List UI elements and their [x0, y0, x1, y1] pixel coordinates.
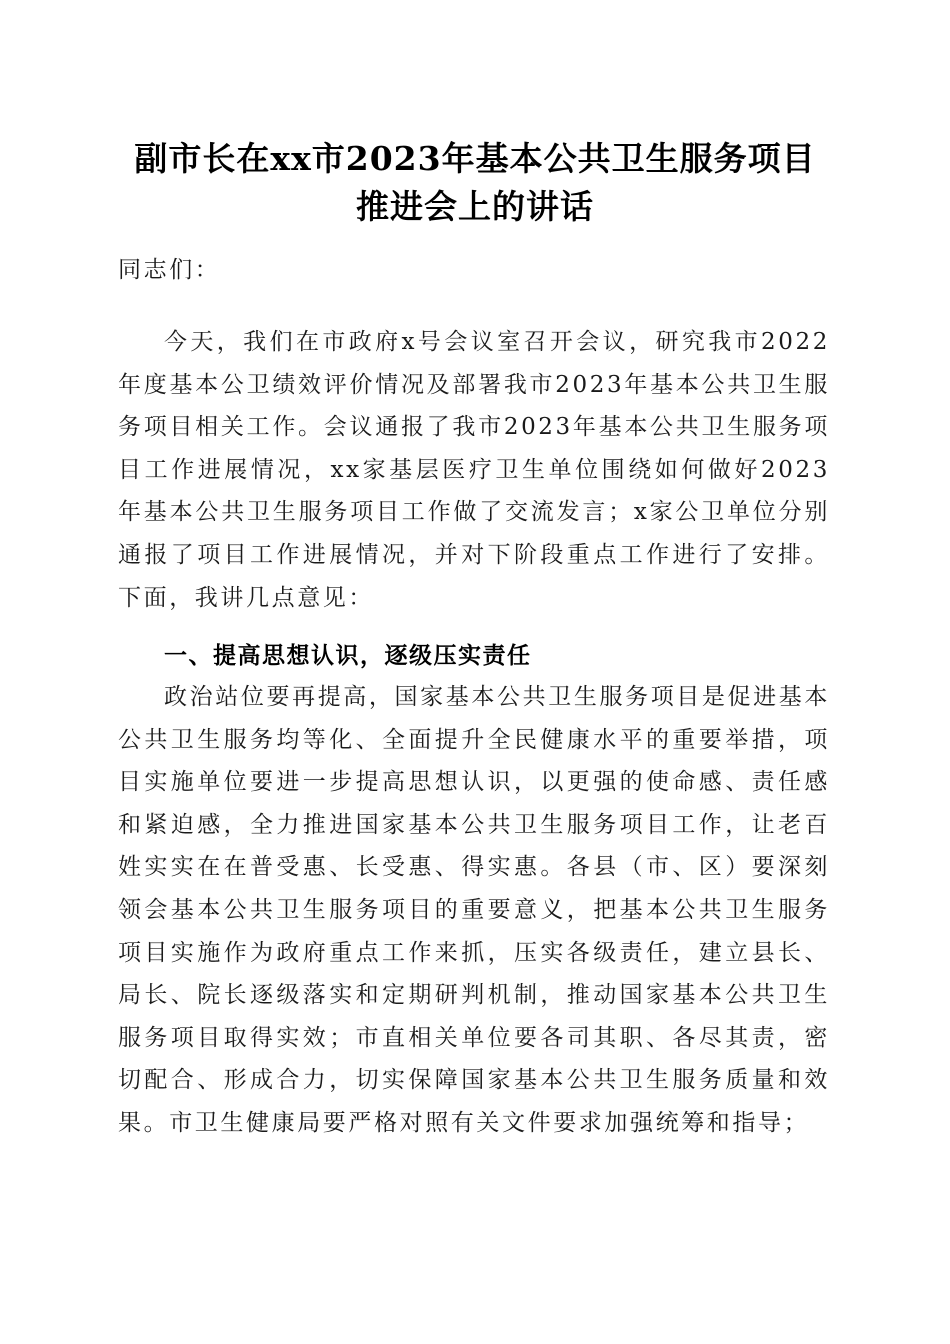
document-title-line-1: 副市长在xx市2023年基本公共卫生服务项目: [134, 139, 816, 178]
section-heading-1: 一、提高思想认识，逐级压实责任: [164, 643, 532, 669]
salutation: 同志们：: [118, 257, 221, 283]
document-title-line-2: 推进会上的讲话: [356, 187, 594, 226]
section-1-paragraph: 政治站位要再提高，国家基本公共卫生服务项目是促进基本公共卫生服务均等化、全面提升全民健康水平的重要举措，项目实施单位要进一步提高思想认识，以更强的使命感、责任感和紧迫感，全力推进国家基本公共卫生服务项目工作，让老百姓实实在在普受惠、长受惠、得实惠。各县（市、区）要深刻领会基本公共卫生服务项目的重要意义，把基本公共卫生服务项目实施作为政府重点工作来抓，压实各级责任，建立县长、局长、院长逐级落实和定期研判机制，推动国家基本公共卫生服务项目取得实效；市直相关单位要各司其职、各尽其责，密切配合、形成合力，切实保障国家基本公共卫生服务质量和效果。市卫生健康局要严格对照有关文件要求加强统筹和指导；: [118, 684, 830, 1136]
opening-paragraph: 今天，我们在市政府x号会议室召开会议，研究我市2022年度基本公卫绩效评价情况及部署我市2023年基本公共卫生服务项目相关工作。会议通报了我市2023年基本公共卫生服务项目工作进展情况，xx家基层医疗卫生单位围绕如何做好2023年基本公共卫生服务项目工作做了交流发言；x家公卫单位分别通报了项目工作进展情况，并对下阶段重点工作进行了安排。下面，我讲几点意见：: [118, 329, 830, 611]
